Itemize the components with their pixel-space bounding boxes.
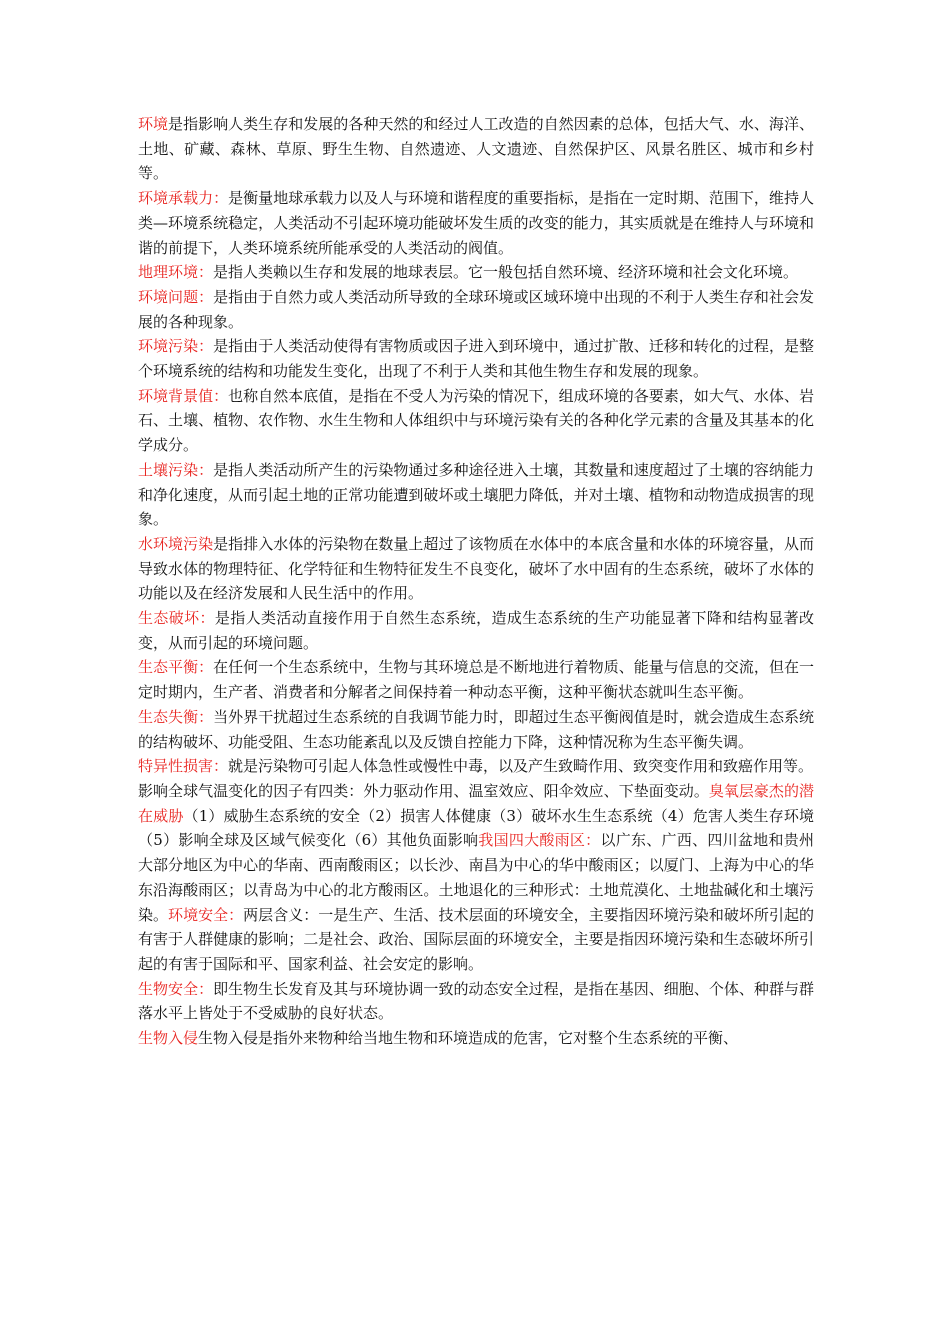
term-label: 生态平衡： xyxy=(138,658,214,677)
term-environmental-security: 环境安全： xyxy=(168,905,244,924)
definition-text: 就是污染物可引起人体急性或慢性中毒，以及产生致畸作用、致突变作用和致癌作用等。 xyxy=(228,757,814,776)
definition-text: 是指影响人类生存和发展的各种天然的和经过人工改造的自然因素的总体，包括大气、水、海洋、土地、矿藏、森林、草原、野生生物、自然遗迹、人文遗迹、自然保护区、风景名胜区、城市和乡村等。 xyxy=(138,115,814,183)
ozone-threat-text: （1）威胁生态系统的安全（2）损害人体健康（3）破坏水生生态系统（4）危害人类生存环境（5）影响全球及区域气候变化（6）其他负面影响 xyxy=(138,806,814,850)
definition-text: 是指人类赖以生存和发展的地球表层。它一般包括自然环境、经济环境和社会文化环境。 xyxy=(213,263,799,282)
term-label: 土壤污染： xyxy=(138,460,214,479)
term-label: 生物入侵 xyxy=(138,1029,199,1048)
definition-environment xyxy=(138,112,814,186)
definition-text: 是指人类活动所产生的污染物通过多种途径进入土壤，其数量和速度超过了土壤的容纳能力和净化速度，从而引起土地的正常功能遭到破坏或土壤肥力降低，并对土壤、植物和动物造成损害的现象。 xyxy=(138,460,814,529)
definition-environmental-problem xyxy=(138,285,814,334)
definition-ecological-balance xyxy=(138,655,814,704)
climate-factors-text: 影响全球气温变化的因子有四类：外力驱动作用、温室效应、阳伞效应、下垫面变动。 xyxy=(138,781,709,800)
definition-text: 当外界干扰超过生态系统的自我调节能力时，即超过生态平衡阀值是时，就会造成生态系统的结构破坏、功能受阻、生态功能紊乱以及反馈自控能力下降，这种情况称为生态平衡失调。 xyxy=(138,707,814,751)
term-acid-rain-regions: 我国四大酸雨区： xyxy=(478,831,601,850)
term-label: 生态破坏： xyxy=(138,609,215,628)
acid-rain-text: 以广东、广西、四川盆地和贵州大部分地区为中心的华南、西南酸雨区；以长沙、南昌为中心的华中酸雨区；以厦门、上海为中心的华东沿海酸雨区；以青岛为中心的北方酸雨区。土地退化的三种形式：土地荒漠化、土地盐碱化和土壤污染。 xyxy=(138,831,814,924)
term-label: 水环境污染 xyxy=(138,534,214,553)
definition-biosafety xyxy=(138,977,814,1026)
definition-geographic-environment xyxy=(138,260,814,285)
definition-ecological-imbalance xyxy=(138,705,814,754)
term-label: 生态失衡： xyxy=(138,707,214,726)
term-label: 环境背景值： xyxy=(138,386,229,405)
term-label: 生物安全： xyxy=(138,979,214,998)
term-label: 环境承载力： xyxy=(138,189,229,208)
environmental-security-text: 两层含义：一是生产、生活、技术层面的环境安全，主要指因环境污染和破坏所引起的有害于人群健康的影响；二是社会、政治、国际层面的环境安全，主要是指因环境污染和生态破坏所引起的有害于国际和平、国家利益、社会安定的影响。 xyxy=(138,905,814,973)
term-label: 特异性损害： xyxy=(138,757,229,776)
term-ozone-threat: 臭氧层豪杰的潜在威胁 xyxy=(138,781,814,825)
definition-carrying-capacity xyxy=(138,186,814,260)
definition-text: 是指由于自然力或人类活动所导致的全球环境或区域环境中出现的不利于人类生存和社会发展的各种现象。 xyxy=(138,287,814,331)
term-label: 地理环境： xyxy=(138,263,214,282)
definition-text: 是衡量地球承载力以及人与环境和谐程度的重要指标，是指在一定时期、范围下，维持人类—环境系统稳定，人类活动不引起环境功能破坏发生质的改变的能力，其实质就是在维持人与环境和谐的前提下，人类环境系统所能承受的人类活动的阀值。 xyxy=(138,189,814,257)
definition-biological-invasion xyxy=(138,1026,814,1051)
definition-text: 也称自然本底值，是指在不受人为污染的情况下，组成环境的各要素，如大气、水体、岩石、土壤、植物、农作物、水生生物和人体组织中与环境污染有关的各种化学元素的含量及其基本的化学成分。 xyxy=(138,386,814,455)
definition-water-pollution xyxy=(138,532,814,606)
mixed-paragraph xyxy=(138,779,814,977)
definition-text: 即生物生长发育及其与环境协调一致的动态安全过程，是指在基因、细胞、个体、种群与群落水平上皆处于不受威胁的良好状态。 xyxy=(138,979,814,1023)
definition-specific-damage xyxy=(138,754,814,779)
definition-soil-pollution xyxy=(138,458,814,532)
term-label: 环境污染： xyxy=(138,337,214,356)
definition-ecological-damage xyxy=(138,606,814,655)
definition-text: 是指排入水体的污染物在数量上超过了该物质在水体中的本底含量和水体的环境容量，从而导致水体的物理特征、化学特征和生物特征发生不良变化，破坏了水中固有的生态系统，破坏了水体的功能以及在经济发展和人民生活中的作用。 xyxy=(138,534,814,603)
definition-text: 在任何一个生态系统中，生物与其环境总是不断地进行着物质、能量与信息的交流，但在一定时期内，生产者、消费者和分解者之间保持着一种动态平衡，这种平衡状态就叫生态平衡。 xyxy=(138,658,814,702)
term-label: 环境问题： xyxy=(138,287,214,306)
definition-text: 生物入侵是指外来物种给当地生物和环境造成的危害，它对整个生态系统的平衡、 xyxy=(198,1029,739,1048)
definition-text: 是指由于人类活动使得有害物质或因子进入到环境中，通过扩散、迁移和转化的过程，是整个环境系统的结构和功能发生变化，出现了不利于人类和其他生物生存和发展的现象。 xyxy=(138,337,814,381)
definition-text: 是指人类活动直接作用于自然生态系统，造成生态系统的生产功能显著下降和结构显著改变，从而引起的环境问题。 xyxy=(138,609,814,652)
document-page xyxy=(138,112,814,1051)
term-label: 环境 xyxy=(138,115,169,133)
definition-environmental-pollution xyxy=(138,334,814,383)
definition-background-value xyxy=(138,384,814,458)
